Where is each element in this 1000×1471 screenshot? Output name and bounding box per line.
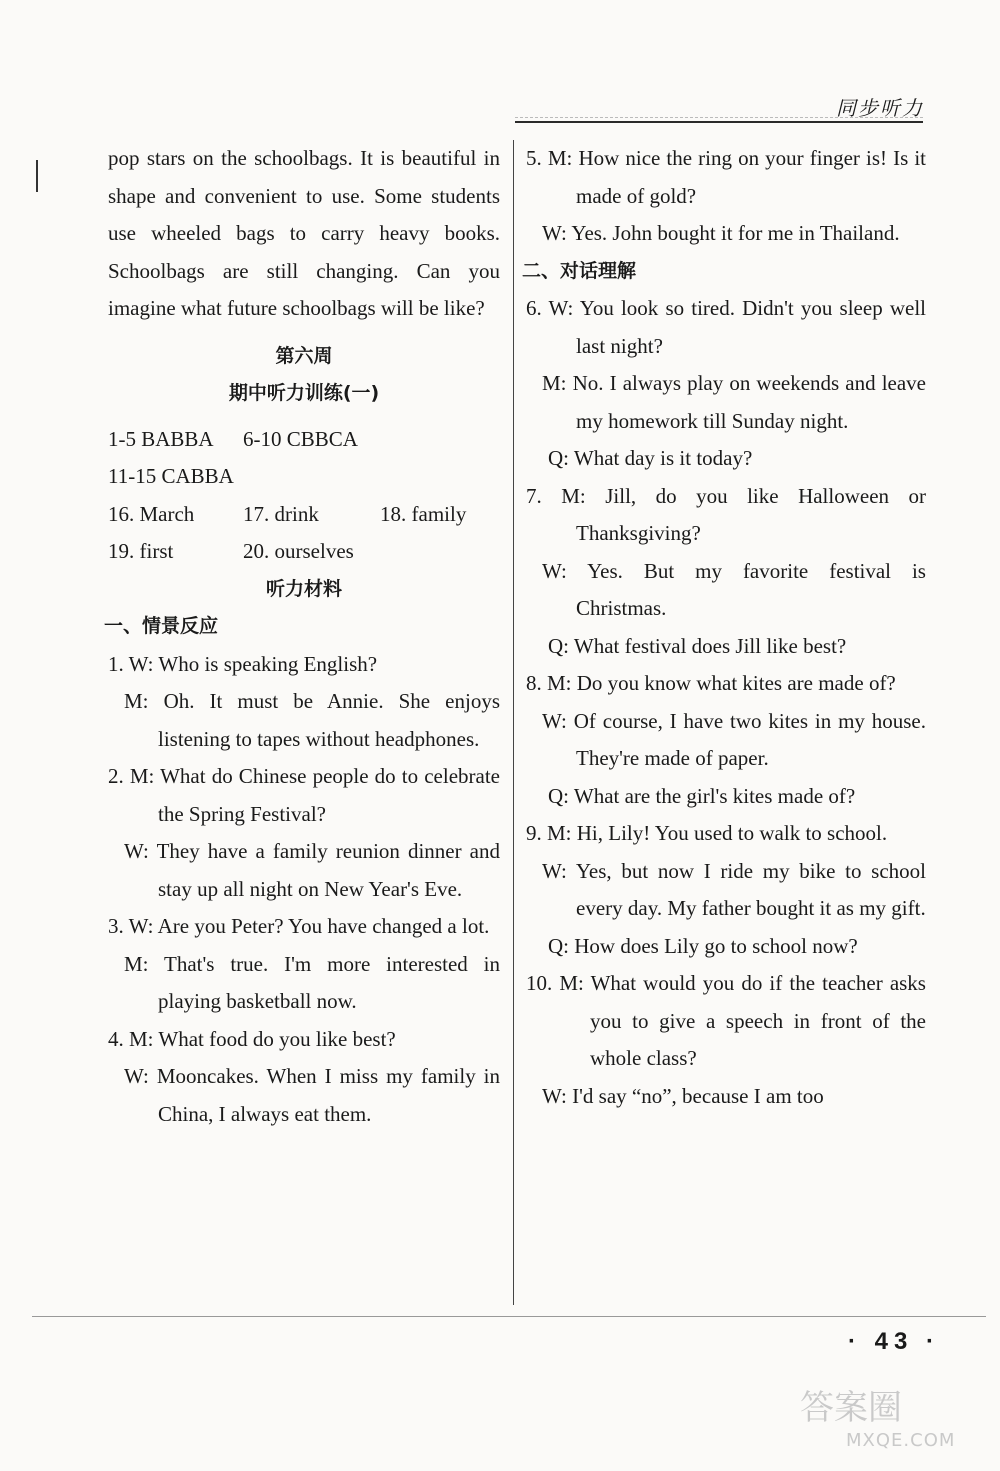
watermark-site: MXQE.COM	[846, 1430, 956, 1451]
dialogue-line: M: Oh. It must be Annie. She enjoys listening to tapes without headphones.	[124, 689, 500, 751]
question-line: Q: What festival does Jill like best?	[548, 633, 847, 658]
dialogue-line: 5. M: How nice the ring on your finger is! Is it made of gold?	[526, 146, 927, 208]
dialogue-line: 10. M: What would you do if the teacher asks you to give a speech in front of the whole class?	[526, 971, 926, 1070]
answer-row-2	[108, 458, 500, 496]
answer-20: 20. ourselves	[243, 539, 354, 563]
section-2-title: 二、对话理解	[522, 259, 637, 282]
dialogue-line: M: That's true. I'm more interested in playing basketball now.	[124, 951, 500, 1013]
right-column	[522, 140, 927, 1115]
answer-row-1	[108, 421, 500, 459]
dialogue-line: 6. W: You look so tired. Didn't you sleep well last night?	[526, 296, 926, 358]
dialogue-line: W: Yes, but now I ride my bike to school every day. My father bought it as my gift.	[542, 858, 926, 920]
left-dialogue-list	[108, 646, 500, 1134]
answer-16: 16. March	[108, 501, 195, 526]
dialogue-line: 2. M: What do Chinese people do to celebrate the Spring Festival?	[108, 764, 500, 826]
answer-11-15: 11-15 CABBA	[108, 464, 234, 488]
watermark-logo: 答案圈	[800, 1388, 902, 1428]
left-column	[104, 140, 501, 1133]
margin-mark	[36, 160, 38, 192]
dialogue-line: W: I'd say “no”, because I am too	[542, 1083, 824, 1108]
answer-17: 17. drink	[243, 501, 319, 526]
dialogue-line: 3. W: Are you Peter? You have changed a lot.	[108, 914, 490, 938]
dialogue-line: W: Yes. John bought it for me in Thailand.	[542, 221, 900, 245]
answer-6-10: 6-10 CBBCA	[243, 426, 358, 451]
dialogue-line: W: They have a family reunion dinner and stay up all night on New Year's Eve.	[124, 839, 500, 901]
column-divider	[513, 140, 514, 1305]
answer-19: 19. first	[108, 539, 174, 563]
dialogue-line: M: No. I always play on weekends and leave my homework till Sunday night.	[542, 371, 927, 433]
dialogue-line: W: Yes. But my favorite festival is Christmas.	[542, 558, 926, 620]
intro-paragraph: pop stars on the schoolbags. It is beautiful in shape and convenient to use. Some students use wheeled bags to carry heavy books. Schoolbags are still changing. Can you imagine what future schoolbags will be like?	[108, 146, 500, 320]
footer-rule	[32, 1316, 986, 1317]
question-line: Q: How does Lily go to school now?	[548, 933, 858, 958]
header-rule	[515, 121, 923, 123]
question-line: Q: What day is it today?	[548, 446, 753, 470]
answer-row-4	[108, 533, 500, 571]
dialogue-line: W: Of course, I have two kites in my house. They're made of paper.	[542, 708, 926, 770]
page-number: · 43 ·	[848, 1328, 941, 1355]
page-header-title: 同步听力	[836, 96, 924, 120]
answer-row-3	[108, 496, 500, 534]
dialogue-line: 9. M: Hi, Lily! You used to walk to school.	[526, 821, 888, 845]
answer-1-5: 1-5 BABBA	[108, 426, 214, 451]
materials-title: 听力材料	[265, 577, 342, 600]
dialogue-line: 1. W: Who is speaking English?	[108, 651, 378, 676]
dialogue-line: 4. M: What food do you like best?	[108, 1026, 396, 1051]
question-line: Q: What are the girl's kites made of?	[548, 783, 856, 808]
dialogue-line: W: Mooncakes. When I miss my family in China, I always eat them.	[124, 1064, 501, 1126]
week-title: 第六周	[275, 344, 333, 367]
section-1-title: 一、情景反应	[104, 615, 219, 637]
dialogue-line: 7. M: Jill, do you like Halloween or Thanksgiving?	[526, 483, 927, 545]
answer-18: 18. family	[380, 501, 467, 526]
test-title: 期中听力训练(一)	[228, 382, 380, 404]
dialogue-line: 8. M: Do you know what kites are made of?	[526, 671, 896, 695]
right-dialogue-list	[526, 290, 926, 1115]
